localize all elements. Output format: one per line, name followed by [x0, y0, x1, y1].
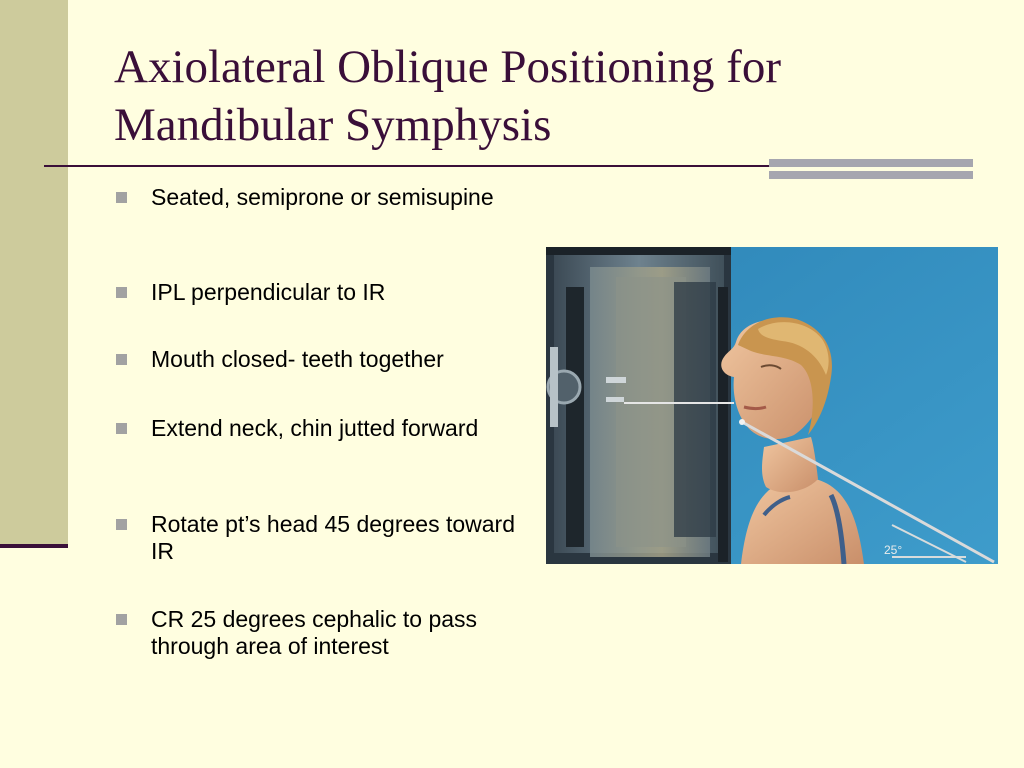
positioning-photo	[546, 247, 998, 564]
title-underline	[44, 165, 769, 167]
bullet-text: Seated, semiprone or semisupine	[151, 184, 494, 210]
bullet-text: Rotate pt’s head 45 degrees toward IR	[151, 511, 515, 564]
angle-label: 25°	[884, 543, 903, 557]
slide-title: Axiolateral Oblique Positioning for Mandibular Symphysis	[114, 41, 782, 151]
side-accent-rule	[0, 544, 68, 548]
title-accent-bar	[769, 159, 973, 167]
square-bullet-icon	[116, 354, 127, 365]
square-bullet-icon	[116, 423, 127, 434]
square-bullet-icon	[116, 287, 127, 298]
square-bullet-icon	[116, 519, 127, 530]
bucky-unit	[546, 247, 731, 564]
bullet-text: Extend neck, chin jutted forward	[151, 415, 479, 441]
square-bullet-icon	[116, 614, 127, 625]
bullet-text: CR 25 degrees cephalic to pass through area of interest	[151, 606, 478, 659]
square-bullet-icon	[116, 192, 127, 203]
side-accent-band	[0, 0, 68, 548]
bullet-text: Mouth closed- teeth together	[151, 346, 444, 372]
bullet-text: IPL perpendicular to IR	[151, 279, 386, 305]
title-accent-bar-lower	[769, 171, 973, 179]
